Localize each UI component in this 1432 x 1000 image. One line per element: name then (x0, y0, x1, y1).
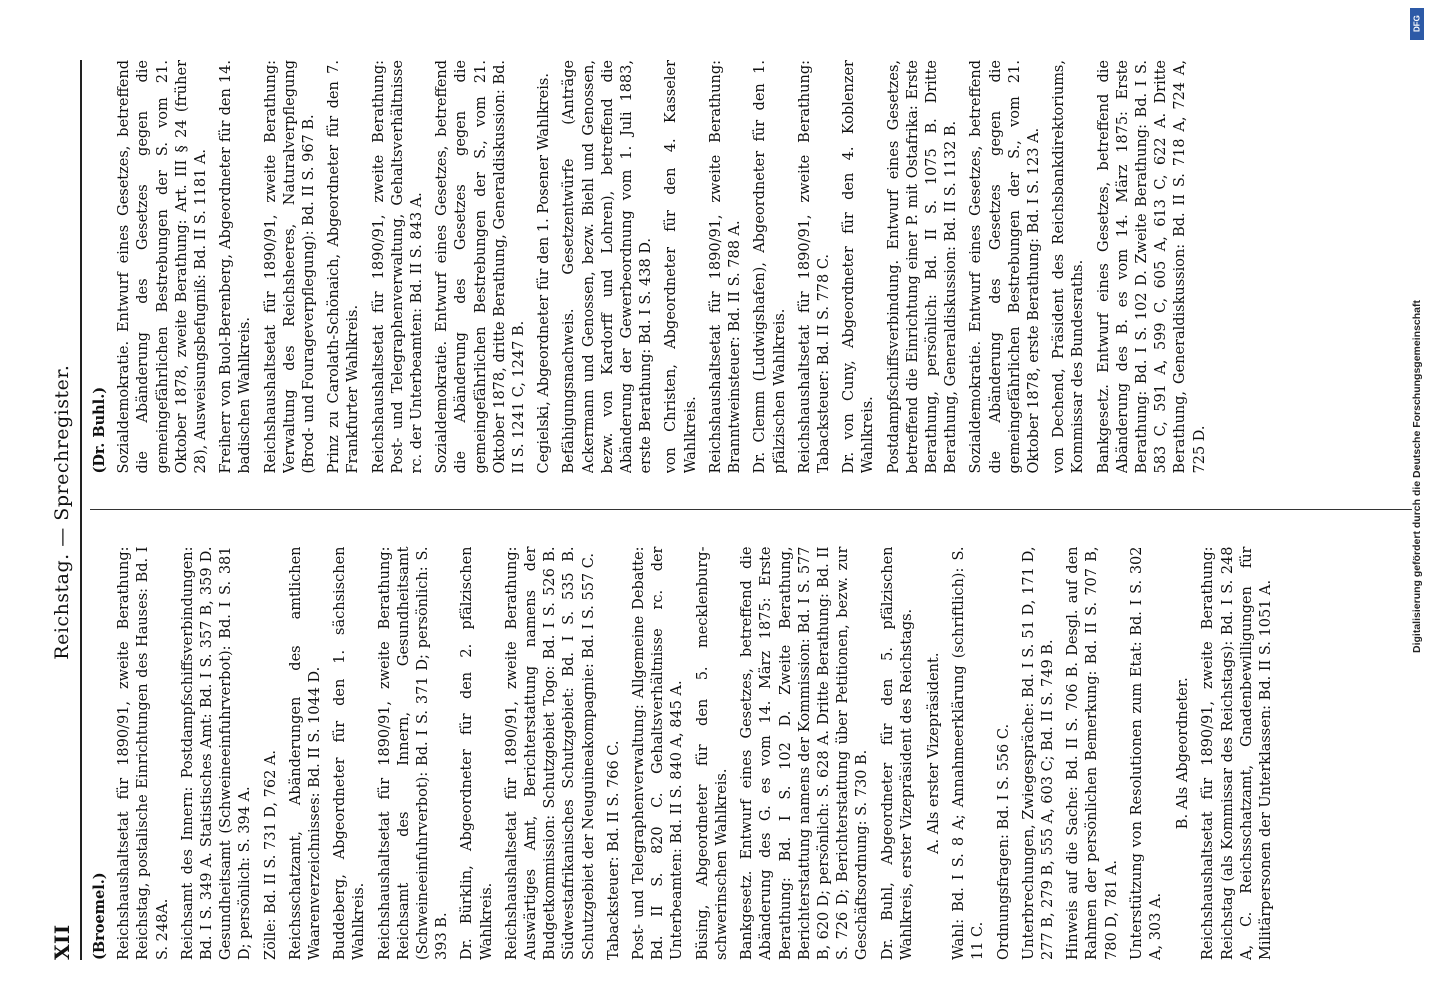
register-entry: Cegielski, Abgeordneter für den 1. Posener Wahlkreis. (536, 73, 553, 474)
register-entry: Unterstützung von Resolutionen zum Etat: Bd. I S. 302 A, 303 A. (1128, 546, 1164, 960)
section-heading: A. Als erster Vizepräsident. (925, 652, 942, 854)
register-entry: Reichshaushaltsetat für 1890/91, zweite Berathung: Branntweinsteuer: Bd. II S. 788 A. (707, 60, 744, 474)
page-number: XII (50, 924, 74, 960)
page-header (44, 60, 82, 960)
register-entry: Postdampfschiffsverbindung. Entwurf eines Gesetzes, betreffend die Einrichtung einer P. mit Ostafrika: Erste Berathung, persönlich: Bd. II S. 1075 B. Dritte Berathung, Generaldiskussion: Bd. II S. 1132 B. (885, 60, 960, 474)
register-entry: Reichshaushaltsetat für 1890/91, zweite Berathung: Reichstag (als Kommissar des Reichstags): Bd. I S. 248 A, C. Reichsschatzamt, Gnadenbewilligungen für Militärpersonen der Unterklassen: Bd. II S. 1051 A. (1200, 546, 1274, 960)
register-entry: Reichsschatzamt, Abänderungen des amtlichen Waarenverzeichnisses: Bd. II S. 1044 D. (287, 546, 324, 960)
register-entry: Hinweis auf die Sache: Bd. II S. 706 B. Desgl. auf den Rahmen der persönlichen Bemerkung: Bd. II S. 707 B, 780 D, 781 A. (1065, 546, 1120, 960)
section-heading: B. Als Abgeordneter. (1175, 677, 1192, 830)
register-entry: Buddeberg, Abgeordneter für den 1. sächsischen Wahlkreis. (332, 546, 368, 960)
register-entry: Sozialdemokratie. Entwurf eines Gesetzes, betreffend die Abänderung des Gesetzes gegen die gemeingefährlichen Bestrebungen der S. vom 21. Oktober 1878, zweite Berathung: Art. III § 24 (früher 28), Ausweisungsbefugniß: Bd. II S. 1181 A. (116, 60, 210, 474)
register-entry: Ordnungsfragen: Bd. I S. 556 C. (995, 723, 1012, 960)
register-entry: Reichshaushaltsetat für 1890/91, zweite Berathung: Tabacksteuer: Bd. II S. 778 C. (796, 60, 832, 474)
dfg-credit: Digitalisierung gefördert durch die Deutsche Forschungsgemeinschaft (1411, 300, 1423, 653)
register-entry: Reichshaushaltsetat für 1890/91, zweite Berathung: Reichsamt des Innern, Gesundheitsamt (Schweineeinfuhrverbot): Bd. I S. 371 D; persönlich: S. 393 B. (376, 546, 451, 960)
register-entry: Sozialdemokratie. Entwurf eines Gesetzes, betreffend die Abänderung des Gesetzes gegen die gemeingefährlichen Bestrebungen der S., vom 21. Oktober 1878, dritte Berathung, Generaldiskussion: Bd. II S. 1241 C, 1247 B. (434, 60, 528, 474)
register-entry: Zölle: Bd. II S. 731 D, 762 A. (262, 750, 279, 960)
register-entry: Dr. von Cuny, Abgeordneter für den 4. Koblenzer Wahlkreis. (841, 60, 877, 474)
register-entry: von Dechend, Präsident des Reichsbankdirektoriums, Kommissar des Bundesraths. (1051, 60, 1087, 474)
register-entry: Befähigungsnachweis. Gesetzentwürfe (Anträge Ackermann und Genossen, bezw. Biehl und Genossen, bezw. von Kardorff und Lohren), betreffend die Abänderung der Gewerbeordnung vom 1. Juli 1883, erste Berathung: Bd. I S. 438 D. (561, 60, 655, 474)
title-dash: — (51, 527, 73, 547)
register-entry: Post- und Telegraphenverwaltung: Allgemeine Debatte: Bd. II S. 820 C. Gehaltsverhältnisse rc. der Unterbeamten: Bd. II S. 840 A, 845 A. (631, 546, 686, 960)
register-entry: Freiherr von Buol-Berenberg, Abgeordneter für den 14. badischen Wahlkreis. (218, 60, 254, 474)
columns (90, 60, 1412, 960)
column-continuation-head: (Dr. Buhl.) (91, 386, 108, 474)
register-entry: Reichshaushaltsetat für 1890/91, zweite Berathung: Auswärtiges Amt, Berichterstattung namens der Budgetkommission: Schutzgebiet Togo: Bd. I S. 526 B. Südwestafrikanisches Schutzgebiet: Bd. I S. 535 B. Schutzgebiet der Neuguineakompagnie: Bd. I S. 557 C. (503, 546, 597, 960)
dfg-sidebar (1402, 0, 1432, 1000)
register-entry: Reichshaushaltsetat für 1890/91, zweite Berathung: Post- und Telegraphenverwaltung, Gehaltsverhältnisse rc. der Unterbeamten: Bd. II S. 843 A. (370, 60, 426, 474)
register-entry: Reichshaushaltsetat für 1890/91, zweite Berathung: Reichstag, postalische Einrichtungen des Hauses: Bd. I S. 248A. (116, 546, 171, 960)
register-entry: Tabacksteuer: Bd. II S. 766 C. (605, 740, 622, 960)
register-entry: Reichsamt des Innern: Postdampfschiffsverbindungen: Bd. I S. 349 A. Statistisches Amt: Bd. I S. 357 B, 359 D. Gesundheitsamt (Schweineeinfuhrverbot): Bd. I S. 381 D; persönlich: S. 394 A. (179, 546, 254, 960)
left-column (90, 547, 1412, 961)
register-entry: Dr. Buhl, Abgeordneter für den 5. pfälzischen Wahlkreis, erster Vizepräsident des Reichstags. (879, 546, 915, 960)
left-title: Reichstag. (51, 553, 73, 660)
register-entry: von Christen, Abgeordneter für den 4. Kasseler Wahlkreis. (663, 60, 699, 474)
register-entry: Reichshaushaltsetat für 1890/91, zweite Berathung: Verwaltung des Reichsheeres, Naturalverpflegung (Brod- und Fourageverpflegung): Bd. II S. 967 B. (262, 60, 318, 474)
column-continuation-head: (Broemel.) (91, 872, 108, 960)
register-entry: Dr. Bürklin, Abgeordneter für den 2. pfälzischen Wahlkreis. (459, 546, 495, 960)
register-entry: Dr. Clemm (Ludwigshafen), Abgeordneter für den 1. pfälzischen Wahlkreis. (752, 60, 788, 474)
register-entry: Wahl: Bd. I S. 8 A; Annahmeerklärung (schriftlich): S. 11 C. (951, 546, 987, 960)
right-title: Sprechregister. (51, 364, 73, 521)
register-entry: Unterbrechungen, Zwiegespräche: Bd. I S. 51 D, 171 D, 277 B, 279 B, 555 A, 603 C; Bd. II S. 749 B. (1020, 546, 1056, 960)
register-entry: Bankgesetz. Entwurf eines Gesetzes, betreffend die Abänderung des G. es vom 14. März 1875: Erste Berathung: Bd. I S. 102 D. Zweite Berathung, Berichterstattung namens der Kommission: Bd. I S. 577 B, 620 D; persönlich: S. 628 A. Dritte Berathung: Bd. II S. 726 D; Berichterstattung über Petitionen, bezw. zur Geschäftsordnung: S. 730 B. (739, 546, 871, 960)
right-column (90, 60, 1412, 474)
register-entry: Bankgesetz. Entwurf eines Gesetzes, betreffend die Abänderung des B. es vom 14. März 1875: Erste Berathung: Bd. I S. 102 D. Zweite Berathung: Bd. I S. 583 C, 591 A, 599 C, 605 A, 613 C, 622 A. Dritte Berathung, Generaldiskussion: Bd. II S. 718 A, 724 A, 725 D. (1095, 60, 1208, 474)
register-entry: Prinz zu Carolath-Schönaich, Abgeordneter für den 7. Frankfurter Wahlkreis. (326, 60, 362, 474)
column-divider (90, 510, 1412, 511)
dfg-badge: DFG (1410, 8, 1424, 40)
register-entry: Sozialdemokratie. Entwurf eines Gesetzes, betreffend die Abänderung des Gesetzes gegen die gemeingefährlichen Bestrebungen der S., vom 21. Oktober 1878, erste Berathung: Bd. I S. 123 A. (968, 60, 1042, 474)
running-title (51, 100, 73, 924)
register-entry: Büsing, Abgeordneter für den 5. mecklenburg-schwerinschen Wahlkreis. (694, 546, 730, 960)
